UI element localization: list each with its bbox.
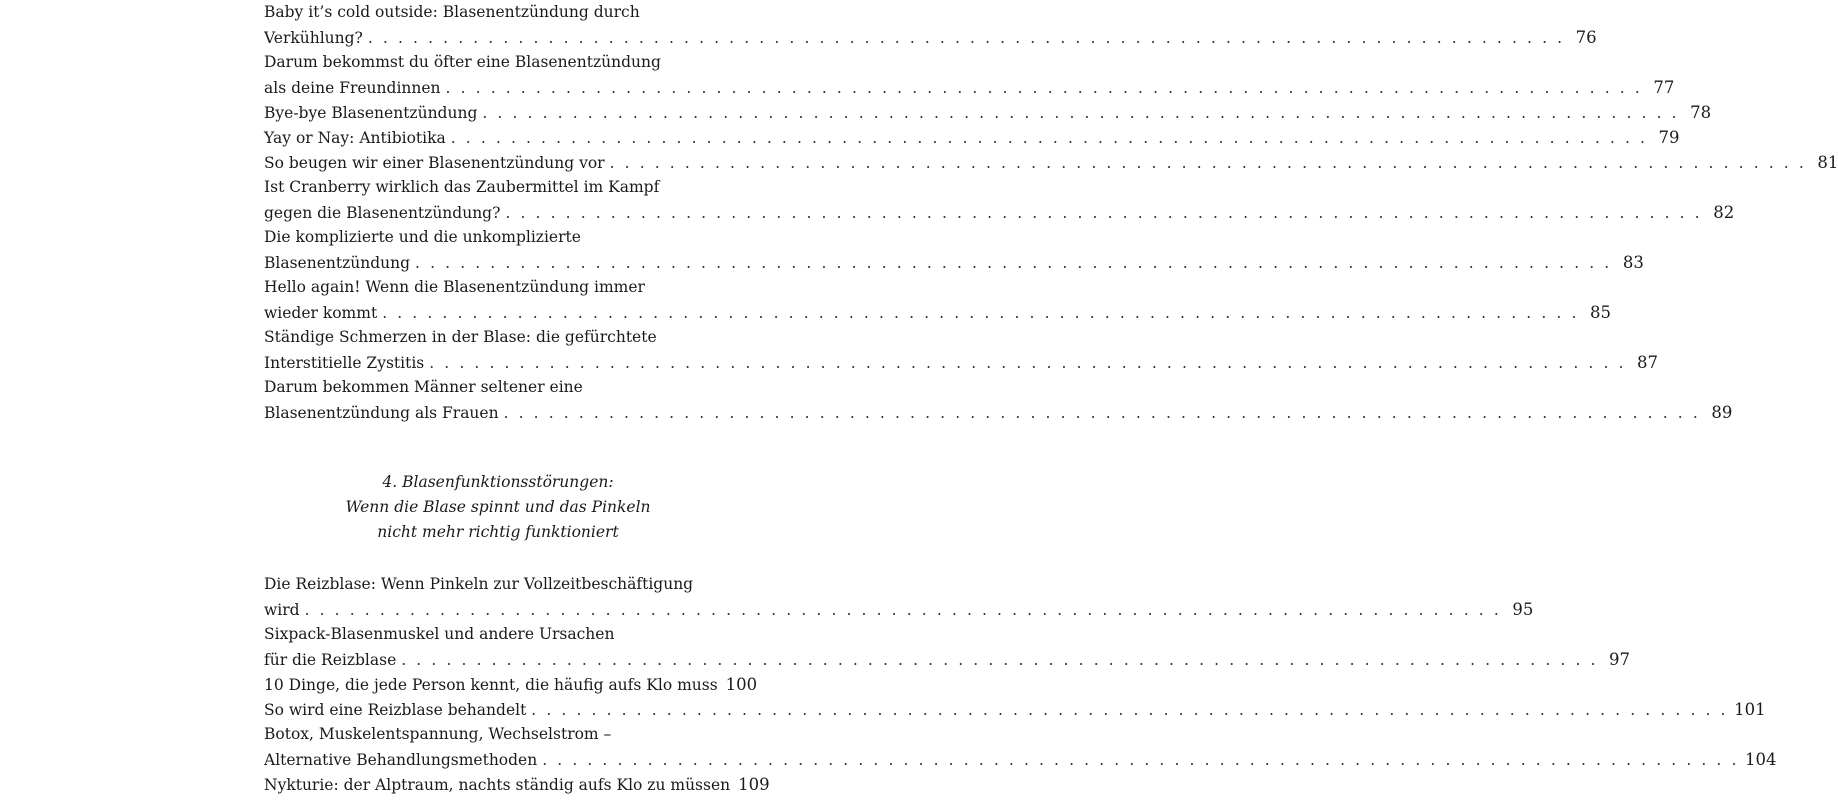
dot-leader: . . . . . . . . . . . . . . . . . . . . . . . . . . . . . . . . . . . . . . . . . . . . . . . . . . . . . . . . . . . . . . . . . . . . . . . . . . . . . . . . [304,601,1502,619]
toc-entry-line [264,572,732,597]
dot-leader: . . . . . . . . . . . . . . . . . . . . . . . . . . . . . . . . . . . . . . . . . . . . . . . . . . . . . . . . . . . . . . . . . . . . . . . . . . . . . . . . [401,651,1599,669]
toc-page-number: 85 [1589,303,1611,322]
toc-entry-title: für die Reizblase [264,651,397,669]
toc-entry-line [264,150,1838,175]
toc-entry [264,772,770,797]
toc-entry [264,275,1611,325]
toc-entry-title: So wird eine Reizblase behandelt [264,701,527,719]
toc-entry-title: Hello again! Wenn die Blasenentzündung immer [264,278,645,296]
toc-section-top [264,0,1838,425]
toc-entry-title: Yay or Nay: Antibiotika [264,129,446,147]
toc-page-number: 87 [1637,353,1659,372]
toc-entry-line [264,225,732,250]
dot-leader: . . . . . . . . . . . . . . . . . . . . . . . . . . . . . . . . . . . . . . . . . . . . . . . . . . . . . . . . . . . . . . . . . . . . . . . . . . . . . . . . [367,29,1565,47]
toc-entry [264,572,1534,622]
toc-entry-line [264,250,1644,275]
toc-entry [264,100,1712,125]
toc-page-number: 78 [1690,103,1712,122]
toc-entry [264,225,1644,275]
toc-entry-line [264,375,732,400]
toc-page-number: 100 [725,675,758,694]
toc-entry-line [264,350,1659,375]
toc-entry-title: Nykturie: der Alptraum, nachts ständig aufs Klo zu müssen [264,776,731,794]
dot-leader: . . . . . . . . . . . . . . . . . . . . . . . . . . . . . . . . . . . . . . . . . . . . . . . . . . . . . . . . . . . . . . . . . . . . . . . . . . . . . . . . [542,751,1740,769]
toc-entry-line [264,722,732,747]
toc-entry-line [264,0,732,25]
chapter-heading-line: 4. Blasenfunktionsstörungen: [382,473,614,491]
dot-leader: . . . . . . . . . . . . . . . . . . . . . . . . . . . . . . . . . . . . . . . . . . . . . . . . . . . . . . . . . . . . . . . . . . . . . . . . . . . . . . . . [445,79,1643,97]
toc-entry-title: Botox, Muskelentspannung, Wechselstrom – [264,725,612,743]
toc-entry [264,50,1675,100]
dot-leader: . . . . . . . . . . . . . . . . . . . . . . . . . . . . . . . . . . . . . . . . . . . . . . . . . . . . . . . . . . . . . . . . . . . . . . . . . . . . . . . . [415,254,1612,272]
toc-entry [264,375,1733,425]
toc-entry-line [264,325,732,350]
toc-entry-title: wird [264,601,300,619]
toc-entry-line [264,597,1534,622]
toc-entry-title: Die Reizblase: Wenn Pinkeln zur Vollzeitbeschäftigung [264,575,694,593]
toc-page-number: 82 [1713,203,1735,222]
toc-entry [264,325,1659,375]
toc-page-number: 76 [1575,28,1597,47]
dot-leader: . . . . . . . . . . . . . . . . . . . . . . . . . . . . . . . . . . . . . . . . . . . . . . . . . . . . . . . . . . . . . . . . . . . . . . . . . . . . . . . . [531,701,1729,719]
toc-entry-title: Baby it’s cold outside: Blasenentzündung durch [264,3,640,21]
toc-entry-title: 10 Dinge, die jede Person kennt, die häufig aufs Klo muss [264,676,718,694]
toc-entry-title: als deine Freundinnen [264,79,441,97]
dot-leader: . . . . . . . . . . . . . . . . . . . . . . . . . . . . . . . . . . . . . . . . . . . . . . . . . . . . . . . . . . . . . . . . . . . . . . . . . . . . . . . . [609,154,1807,172]
toc-entry-line [264,400,1733,425]
toc-entry-title: Darum bekommst du öfter eine Blasenentzündung [264,53,661,71]
chapter-heading-line: nicht mehr richtig funktioniert [377,523,619,541]
toc-entry [264,150,1838,175]
toc-entry-line [264,175,732,200]
toc-page-number: 101 [1734,700,1766,719]
toc-entry [264,697,1766,722]
toc-entry [264,125,1680,150]
toc-entry-line [264,672,758,697]
toc-entry-line [264,697,1766,722]
toc-page-number: 109 [738,775,770,794]
toc-entry-line [264,25,1597,50]
toc-entry-line [264,647,1631,672]
toc-entry-line [264,300,1611,325]
dot-leader: . . . . . . . . . . . . . . . . . . . . . . . . . . . . . . . . . . . . . . . . . . . . . . . . . . . . . . . . . . . . . . . . . . . . . . . . . . . . . . . . [450,129,1648,147]
toc-entry-line [264,772,770,797]
toc-entry-title: Ständige Schmerzen in der Blase: die gefürchtete [264,328,657,346]
toc-entry [264,722,1777,772]
toc-entry-title: Interstitielle Zystitis [264,354,425,372]
toc-entry-line [264,75,1675,100]
toc-entry [264,622,1631,672]
toc-entry-line [264,125,1680,150]
toc-entry-title: Die komplizierte und die unkomplizierte [264,228,581,246]
toc-page-number: 83 [1622,253,1644,272]
dot-leader: . . . . . . . . . . . . . . . . . . . . . . . . . . . . . . . . . . . . . . . . . . . . . . . . . . . . . . . . . . . . . . . . . . . . . . . . . . . . . . . . [503,404,1701,422]
toc-entry [264,0,1597,50]
toc-entry-line [264,275,732,300]
toc-entry-title: So beugen wir einer Blasenentzündung vor [264,154,605,172]
dot-leader: . . . . . . . . . . . . . . . . . . . . . . . . . . . . . . . . . . . . . . . . . . . . . . . . . . . . . . . . . . . . . . . . . . . . . . . . . . . . . . . . [505,204,1703,222]
toc-entry-title: gegen die Blasenentzündung? [264,204,501,222]
chapter-heading [264,470,732,545]
toc-entry-line [264,747,1777,772]
toc-page-number: 89 [1711,403,1733,422]
toc-page-number: 77 [1653,78,1675,97]
toc-page-number: 81 [1817,153,1838,172]
toc-page-number: 79 [1658,128,1680,147]
chapter-heading-line: Wenn die Blase spinnt und das Pinkeln [345,498,651,516]
toc-entry-title: Sixpack-Blasenmuskel und andere Ursachen [264,625,615,643]
dot-leader: . . . . . . . . . . . . . . . . . . . . . . . . . . . . . . . . . . . . . . . . . . . . . . . . . . . . . . . . . . . . . . . . . . . . . . . . . . . . . . . . [382,304,1579,322]
toc-entry [264,672,758,697]
toc-entry-title: Verkühlung? [264,29,363,47]
toc-entry-title: wieder kommt [264,304,378,322]
toc-entry [264,175,1735,225]
toc-entry-line [264,50,732,75]
toc-entry-line [264,622,732,647]
dot-leader: . . . . . . . . . . . . . . . . . . . . . . . . . . . . . . . . . . . . . . . . . . . . . . . . . . . . . . . . . . . . . . . . . . . . . . . . . . . . . . . . [482,104,1680,122]
toc-page-number: 104 [1745,750,1777,769]
toc-entry-title: Ist Cranberry wirklich das Zaubermittel im Kampf [264,178,660,196]
toc-page-number: 97 [1609,650,1631,669]
toc-section-bottom [264,572,1777,797]
toc-entry-title: Blasenentzündung als Frauen [264,404,499,422]
toc-entry-title: Blasenentzündung [264,254,411,272]
toc-entry-title: Darum bekommen Männer seltener eine [264,378,583,396]
toc-entry-line [264,100,1712,125]
toc-page-number: 95 [1512,600,1534,619]
dot-leader: . . . . . . . . . . . . . . . . . . . . . . . . . . . . . . . . . . . . . . . . . . . . . . . . . . . . . . . . . . . . . . . . . . . . . . . . . . . . . . . . [429,354,1627,372]
toc-entry-line [264,200,1735,225]
toc-entry-title: Alternative Behandlungsmethoden [264,751,538,769]
toc-entry-title: Bye-bye Blasenentzündung [264,104,478,122]
